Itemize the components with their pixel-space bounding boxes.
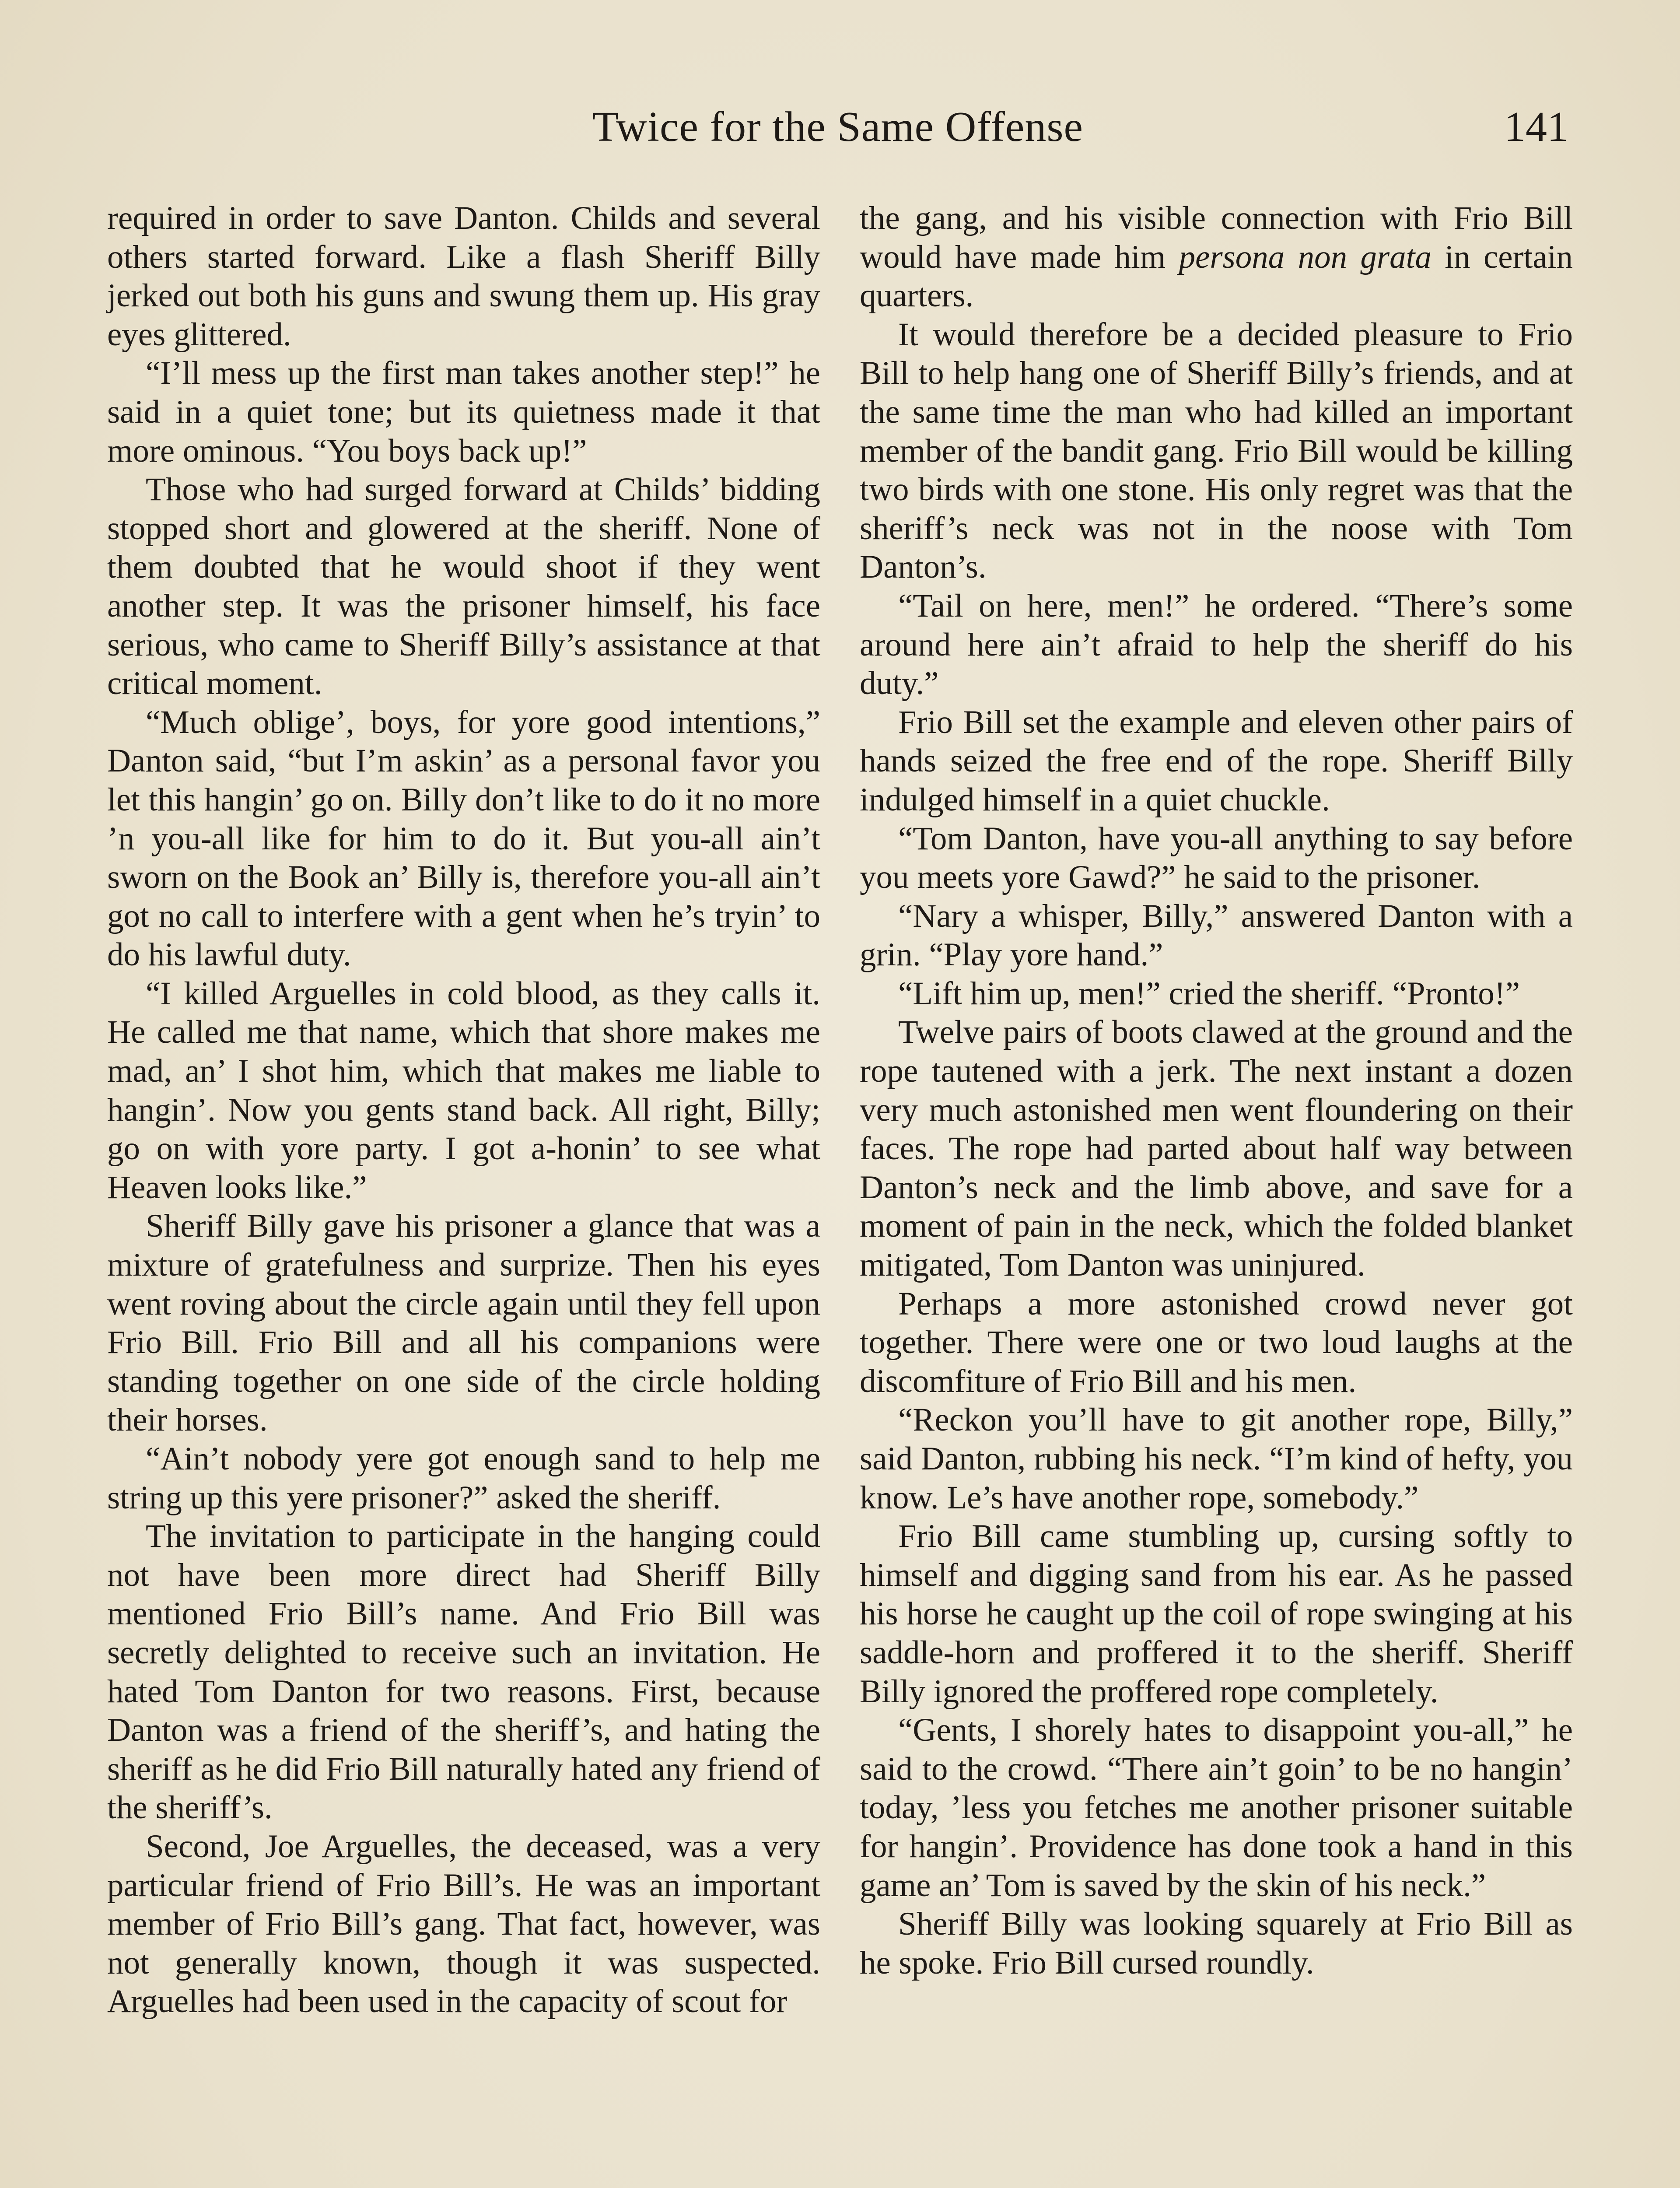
paragraph: “I’ll mess up the first man takes another step!” he said in a quiet tone; but its quietness made it that more ominous. “You boys back up!” — [107, 355, 820, 469]
text-run: the gang, and his visible connection with Frio Bill would have made him — [860, 200, 1573, 275]
paragraph: It would therefore be a decided pleasure to Frio Bill to help hang one of Sheriff Billy’s friends, and at the same time the man who had killed an important member of the bandit gang. Frio Bill would be killing two birds with one stone. His only regret was that the sheriff’s neck was not in the noose with Tom Danton’s. — [860, 316, 1573, 586]
paragraph: Second, Joe Arguelles, the deceased, was a very particular friend of Frio Bill’s. He was an important member of Frio Bill’s gang. That fact, however, was not generally known, though it was suspected. Arguelles had been used in the capacity of scout for — [107, 1828, 820, 2020]
paragraph: required in order to save Danton. Childs and several others started forward. Like a flash Sheriff Billy jerked out both his guns and swung them up. His gray eyes glittered. — [107, 200, 820, 353]
paragraph: Frio Bill set the example and eleven other pairs of hands seized the free end of the rope. Sheriff Billy indulged himself in a quiet chuckle. — [860, 704, 1573, 818]
paragraph: “Reckon you’ll have to git another rope, Billy,” said Danton, rubbing his neck. “I’m kind of hefty, you know. Le’s have another rope, somebody.” — [860, 1402, 1573, 1516]
paragraph: Sheriff Billy was looking squarely at Frio Bill as he spoke. Frio Bill cursed roundly. — [860, 1906, 1573, 1981]
paragraph: “Lift him up, men!” cried the sheriff. “Pronto!” — [898, 975, 1520, 1012]
left-column — [107, 199, 820, 2021]
text-run: in certain quarters. — [860, 238, 1573, 314]
paragraph: “Ain’t nobody yere got enough sand to help me string up this yere prisoner?” asked the sheriff. — [107, 1441, 820, 1516]
page-number: 141 — [1504, 103, 1568, 151]
running-title: Twice for the Same Offense — [592, 103, 1084, 151]
paragraph: Those who had surged forward at Childs’ bidding stopped short and glowered at the sheriff. None of them doubted that he would shoot if they went another step. It was the prisoner himself, his face serious, who came to Sheriff Billy’s assistance at that critical moment. — [107, 471, 820, 702]
paragraph: The invitation to participate in the hanging could not have been more direct had Sheriff Billy mentioned Frio Bill’s name. And Frio Bill was secretly delighted to receive such an invitation. He hated Tom Danton for two reasons. First, because Danton was a friend of the sheriff’s, and hating the sheriff as he did Frio Bill naturally hated any friend of the sheriff’s. — [107, 1518, 820, 1826]
paragraph: Perhaps a more astonished crowd never got together. There were one or two loud laughs at the discomfiture of Frio Bill and his men. — [860, 1285, 1573, 1399]
paragraph: Sheriff Billy gave his prisoner a glance that was a mixture of gratefulness and surprize. Then his eyes went roving about the circle again until they fell upon Frio Bill. Frio Bill and all his companions were standing together on one side of the circle holding their horses. — [107, 1208, 820, 1438]
paragraph: “Gents, I shorely hates to disappoint you-all,” he said to the crowd. “There ain’t goin’ to be no hangin’ today, ’less you fetches me another prisoner suitable for hangin’. Providence has done took a hand in this game an’ Tom is saved by the skin of his neck.” — [860, 1712, 1573, 1904]
paragraph: “Nary a whisper, Billy,” answered Danton with a grin. “Play yore hand.” — [860, 898, 1573, 973]
page-header — [107, 98, 1568, 155]
paragraph: Twelve pairs of boots clawed at the ground and the rope tautened with a jerk. The next instant a dozen very much astonished men went floundering on their faces. The rope had parted about half way between Danton’s neck and the limb above, and save for a moment of pain in the neck, which the folded blanket mitigated, Tom Danton was uninjured. — [860, 1014, 1573, 1283]
paragraph: Frio Bill came stumbling up, cursing softly to himself and digging sand from his ear. As he passed his horse he caught up the coil of rope swinging at his saddle-horn and proffered it to the sheriff. Sheriff Billy ignored the proffered rope completely. — [860, 1518, 1573, 1710]
paragraph: “Much oblige’, boys, for yore good intentions,” Danton said, “but I’m askin’ as a personal favor you let this hangin’ go on. Billy don’t like to do it no more ’n you-all like for him to do it. But you-all ain’t sworn on the Book an’ Billy is, therefore you-all ain’t got no call to interfere with a gent when he’s tryin’ to do his lawful duty. — [107, 704, 820, 973]
right-column — [860, 199, 1573, 1982]
paragraph: “Tail on here, men!” he ordered. “There’s some around here ain’t afraid to help the sheriff do his duty.” — [860, 587, 1573, 702]
italic-phrase: persona non grata — [1179, 238, 1432, 275]
paragraph: “I killed Arguelles in cold blood, as they calls it. He called me that name, which that shore makes me mad, an’ I shot him, which that makes me liable to hangin’. Now you gents stand back. All right, Billy; go on with yore party. I got a-honin’ to see what Heaven looks like.” — [107, 975, 820, 1206]
paragraph: “Tom Danton, have you-all anything to say before you meets yore Gawd?” he said to the prisoner. — [860, 820, 1573, 896]
paragraph — [860, 199, 1573, 316]
